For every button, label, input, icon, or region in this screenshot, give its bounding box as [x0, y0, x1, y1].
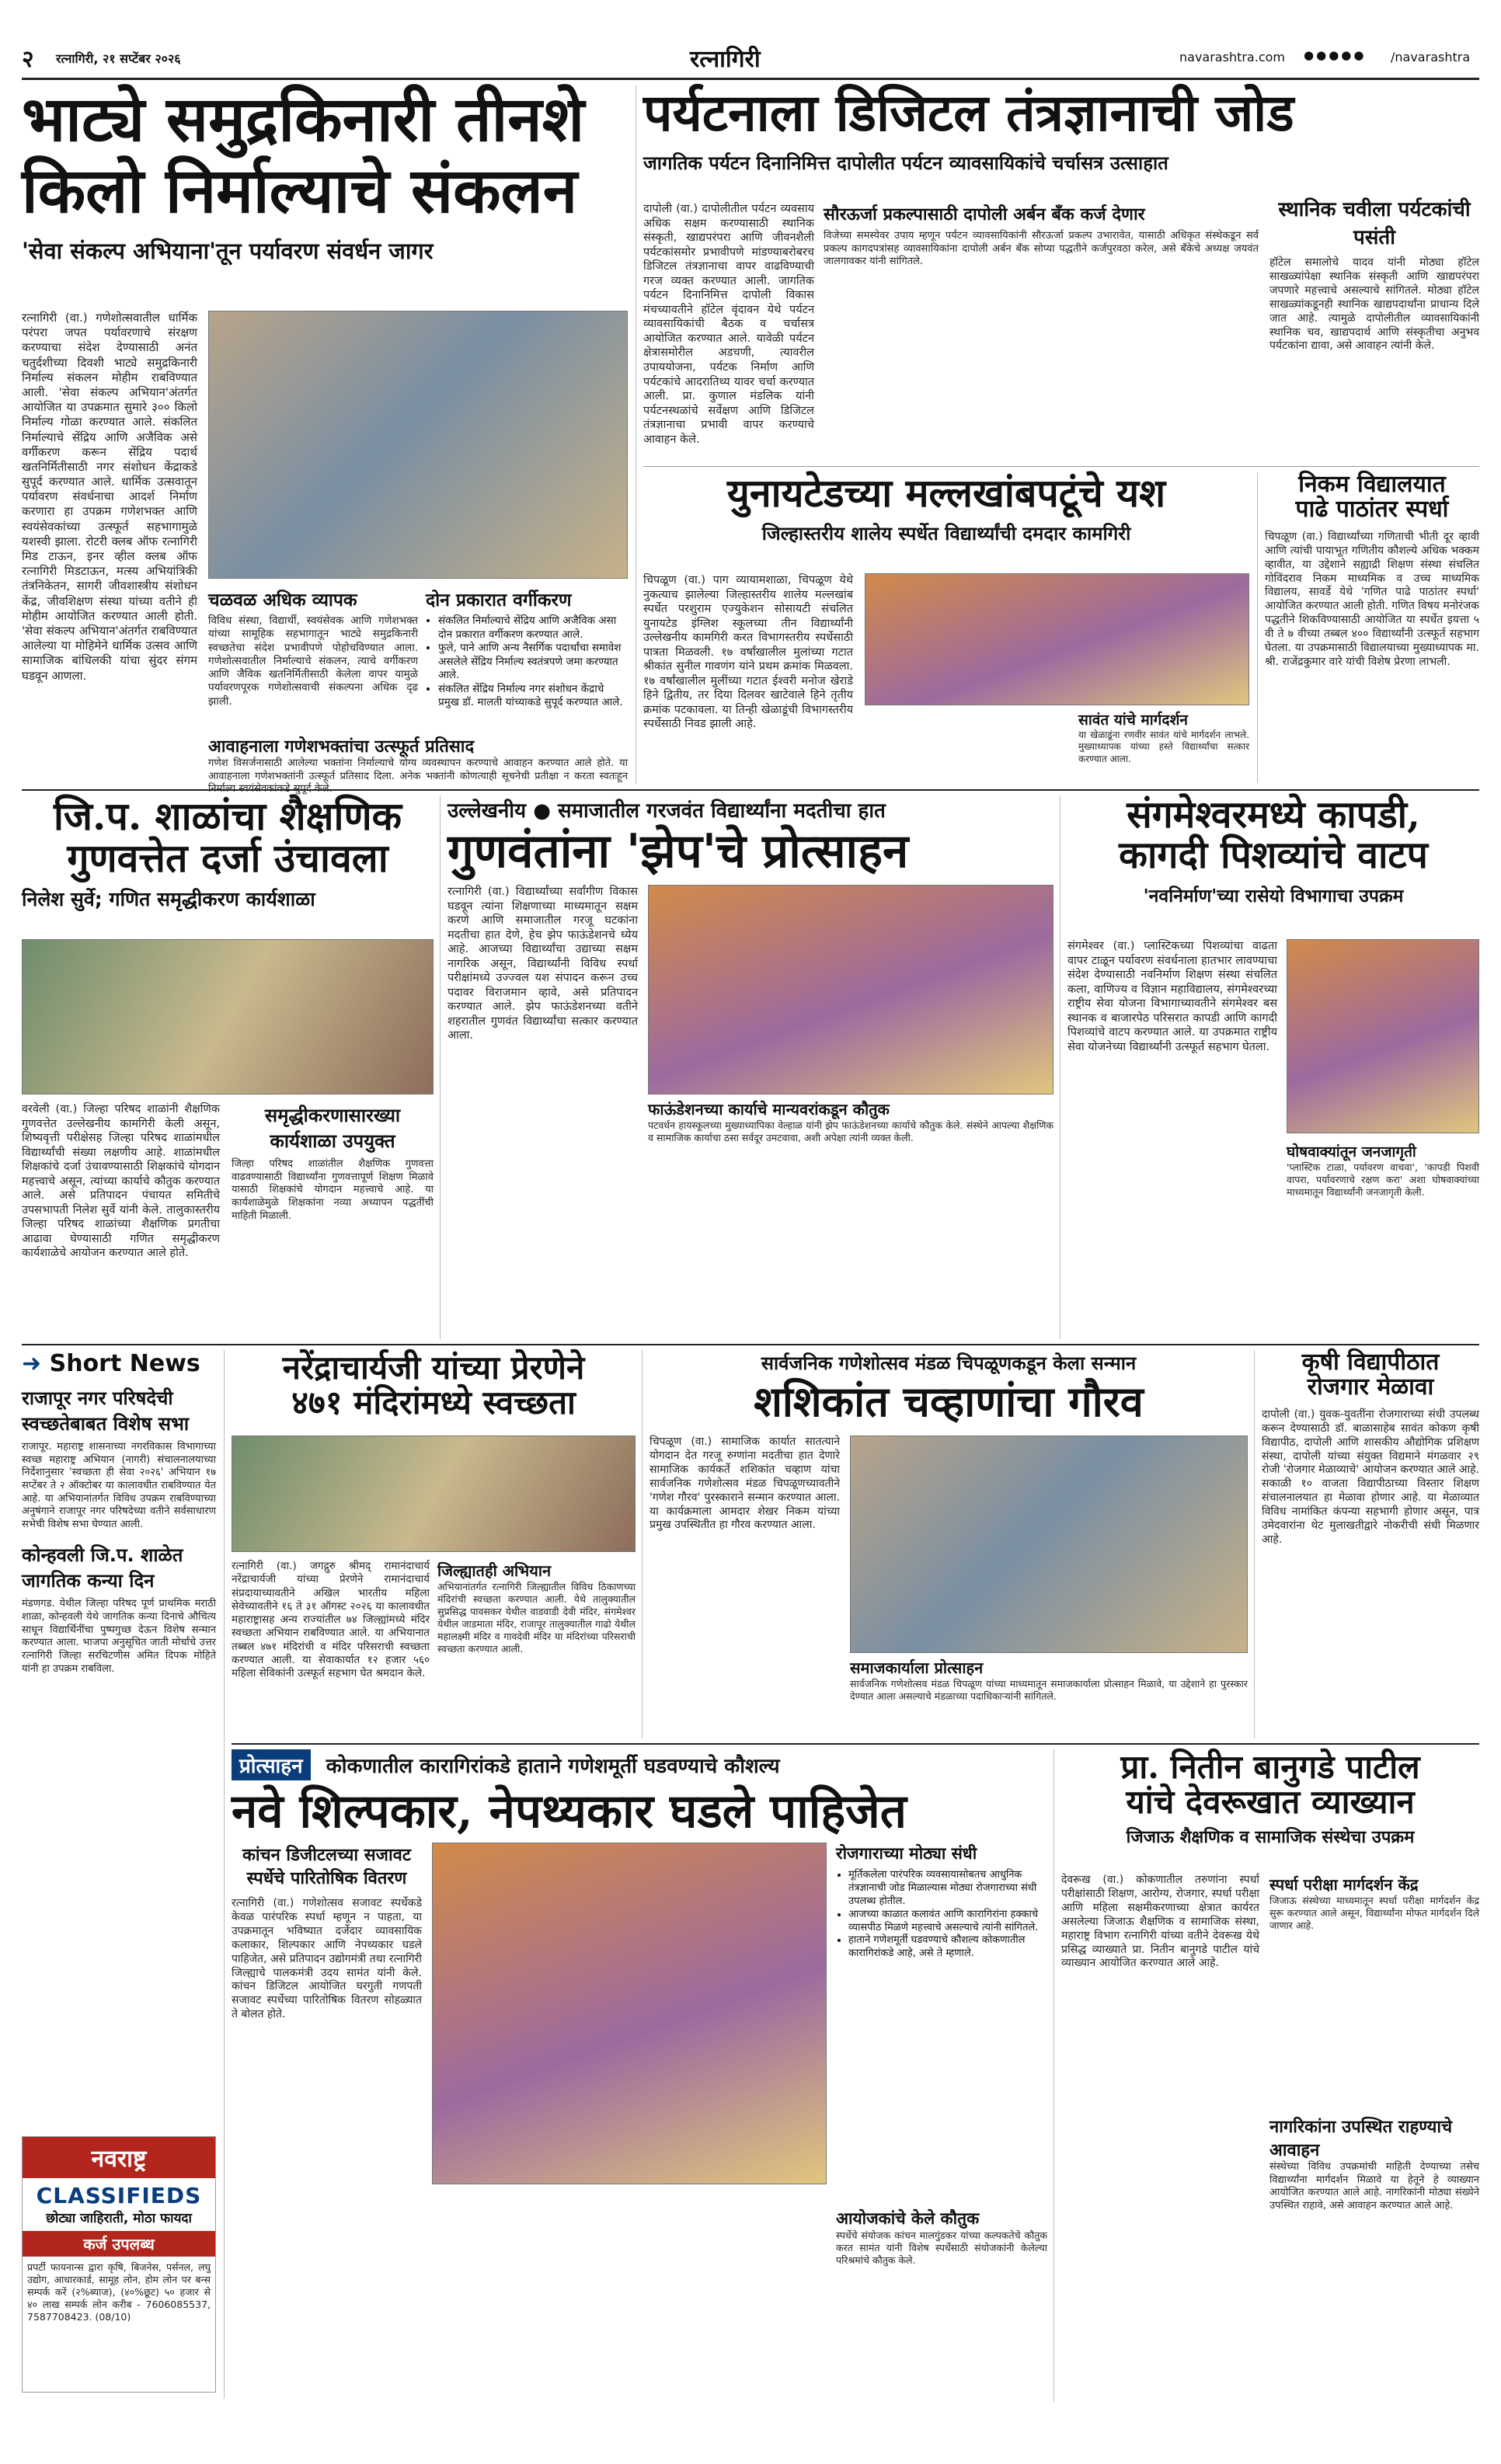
box-body: जिल्हा परिषद शाळांतील शैक्षणिक गुणवत्ता वाढवण्यासाठी विद्यार्थ्यांना गुणवत्तापूर्ण शिक्षण मिळावे यासाठी शिक्षकांचे योगदान महत्त्वाचे आहे. या कार्यशाळेमुळे शिक्षकांना नव्या अध्यापन पद्धतींची माहिती मिळाली. [232, 1158, 434, 1222]
classifieds-body: प्रपर्टी फायनान्स द्वारा कृषि, बिजनेस, पर्सनल, लघु उद्योग, आधारकार्ड, सामूह लोन, होम लोन पर बन्स सम्पर्क करें (२%ब्याज), (४०%छूट) ५० हजार से ४० लाख सम्पर्क लोन करीब - 7606085537, 7587708423. (08/10) [27, 2261, 211, 2323]
list-item: • आजच्या काळात कलावंत आणि कारागिरांना हक्काचे व्यासपीठ मिळणे महत्त्वाचे असल्याचे त्यांनी सांगितले. [848, 1909, 1047, 1935]
photo-caption-box [648, 1098, 1053, 1168]
prize-photo [432, 1843, 827, 2184]
kicker-bullet-icon: ● [533, 799, 558, 823]
instagram-icon[interactable]: ● [1329, 48, 1342, 62]
article-body: वरवेली (वा.) जिल्हा परिषद शाळांनी शैक्षणिक गुणवत्तेत उल्लेखनीय कामगिरी केली असून, शिष्यवृत्ती परीक्षेसह जिल्हा परिषद शाळांमधील विद्यार्थ्यांची संख्या लक्षणीय आहे. शाळांमधील शिक्षकांचे दर्जा उंचावण्यासाठी शिक्षकांचे योगदान महत्त्वाचे असून, त्यांच्या कार्याचे कौतुक करण्यात आले. असे प्रतिपादन पंचायत समितीचे उपसभापती निलेश सुर्वे यांनी केले. तालुकास्तरीय जिल्हा परिषद शाळांच्या शैक्षणिक प्रगतीचा आढावा घेण्यासाठी गणित समृद्धीकरण कार्यशाळेचे आयोजन करण्यात आले होते. [22, 1103, 220, 1260]
classifieds-label: CLASSIFIEDS [36, 2183, 202, 2208]
short-news-label: Short News [49, 1350, 200, 1377]
box-guidance-center [1269, 1874, 1479, 2107]
article-body: संगमेश्वर (वा.) प्लास्टिकच्या पिशव्यांचा वाढता वापर टाळून पर्यावरण संवर्धनाला हातभार लावण्याचा संदेश देण्यासाठी नवनिर्माण शिक्षण संस्था संचलित कला, वाणिज्य व विज्ञान महाविद्यालय, संगमेश्वरच्या राष्ट्रीय सेवा योजना विभागाच्यावतीने संगमेश्वर बस स्थानक व बाजारपेठ परिसरात कापडी आणि कागदी पिशव्यांचे वाटप करण्यात आले. या उपक्रमात राष्ट्रीय सेवा योजनेच्या विद्यार्थ्यांनी उत्स्फूर्त सहभाग घेतला. [1067, 940, 1277, 1053]
article-subtitle: 'सेवा संकल्प अभियाना'तून पर्यावरण संवर्धन जागर [22, 237, 434, 264]
opportunities-list [848, 1869, 1047, 1961]
box-workshop-useful [232, 1102, 434, 1339]
news-body: मंडणगड. येथील जिल्हा परिषद पूर्ण प्राथमिक मराठी शाळा, कोन्हवली येथे जागतिक कन्या दिनाचे औचित्य साधून विद्यार्थिनींचा पुष्पगुच्छ देऊन विशेष सन्मान करण्यात आला. भाजपा अनुसूचित जाती मोर्चाचे उत्तर रत्नागिरी जिल्हा सरचिटणीस अमित दिपक मोहिते यांनी हा उपक्रम राबविला. [22, 1598, 216, 1675]
classifieds-brand: नवराष्ट्र [23, 2137, 215, 2178]
box-body: हॉटेल समालोचे यादव यांनी मोठ्या हॉटेल साखळ्यांपेक्षा स्थानिक संस्कृती आणि खाद्यपरंपरा जपणारे महत्त्वाचे असल्याचे सांगितले. मोठ्या हॉटेल साखळ्यांकडूनही स्थानिक खाद्यपदार्थांना प्राधान्य दिले जात आहे. त्यामुळे दापोलीतील व्यावसायिकांनी स्थानिक चव, खाद्यपदार्थ आणि संस्कृतीचा अनुभव पर्यटकांना द्यावा, असे आवाहन त्यांनी केले. [1269, 256, 1479, 353]
box-title: घोषवाक्यांतून जनजागृती [1287, 1143, 1416, 1161]
article-zep-foundation [448, 795, 1053, 1339]
box-body: संस्थेच्या विविध उपक्रमांची माहिती देण्याच्या तसेच विद्यार्थ्यांना मार्गदर्शन मिळावे या हेतूने हे व्याख्यान आयोजित करण्यात आले आहे. नागरिकांनी मोठ्या संख्येने उपस्थित राहावे, असे आवाहन करण्यात आले आहे. [1269, 2161, 1479, 2212]
article-nirmalya [22, 82, 628, 785]
list-item: • संकलित निर्माल्याचे सेंद्रिय आणि अजैविक असा दोन प्रकारात वर्गीकरण करण्यात आले. [438, 614, 628, 642]
kicker: उल्लेखनीय [448, 799, 527, 823]
headline-line2: कागदी पिशव्यांचे वाटप [1119, 833, 1428, 877]
caption-body: पटवर्धन हायस्कूलच्या मुख्याध्यापिका वेल्हाळ यांनी झेप फाऊंडेशनच्या कार्याचे कौतुक केले. संस्थेने आपल्या शैक्षणिक व सामाजिक कार्याचा ठसा सर्वदूर उमटवावा, अशी अपेक्षा त्यांनी व्यक्त केली. [648, 1119, 1053, 1143]
headline-line2: ४७१ मंदिरांमध्ये स्वच्छता [291, 1383, 576, 1422]
headline-line1: संगमेश्वरमध्ये कापडी, [1127, 793, 1420, 837]
photo-caption-box [850, 1657, 1248, 1738]
box-body: स्पर्धेचे संयोजक कांचन मालगुंडकर यांच्या कल्पकतेचे कौतुक करत सामंत यांनी विशेष स्पर्धेसाठी संयोजकांनी केलेल्या परिश्रमांचे कौतुक केले. [836, 2229, 1047, 2266]
box-title: चळवळ अधिक व्यापक [208, 590, 357, 611]
box-slogans [1287, 1141, 1479, 1339]
facebook-icon[interactable]: ● [1304, 48, 1317, 62]
classification-list [438, 614, 628, 710]
article-body: दापोली (वा.) दापोलीतील पर्यटन व्यवसाय अधिक सक्षम करण्यासाठी स्थानिक संस्कृती, खाद्यपरंपरा आणि जीवनशैली पर्यटकांसमोर प्रभावीपणे मांडण्याबरोबरच डिजिटल तंत्रज्ञानाचा वापर वाढविण्याची गरज व्यक्त करण्यात आली. जागतिक पर्यटन दिनानिमित्त दापोली विकास मंचच्यावतीने हॉटेल वृंदावन येथे पर्यटन व्यावसायिकांची बैठक व चर्चासत्र आयोजित करण्यात आले. यावेळी पर्यटन क्षेत्रासमोरील अडचणी, त्यावरील उपाययोजना, पर्यटक निर्माण आणि पर्यटकांचे आदरातिथ्य यावर चर्चा करण्यात आली. प्रा. कुणाल मंडलिक यांनी पर्यटनस्थळांचे सर्वेक्षण आणि डिजिटल तंत्रज्ञानाचा प्रभावी वापर करण्याचे आवाहन केले. [643, 203, 814, 446]
headline-line1: निकम विद्यालयात [1298, 471, 1446, 498]
article-temple-cleanup [232, 1350, 636, 1738]
linkedin-icon[interactable]: ● [1353, 48, 1367, 62]
article-job-fair [1262, 1350, 1479, 1738]
headline-line1: कृषी विद्यापीठात [1301, 1349, 1440, 1376]
box-solar-loan [824, 202, 1259, 466]
headline-line2: गुणवत्तेत दर्जा उंचावला [67, 835, 388, 881]
article-body: रत्नागिरी (वा.) जगद्गुरु श्रीमद् रामानंदाचार्य नरेंद्राचार्यजी यांच्या प्रेरणेने रामानंदाचार्य संप्रदायाच्यावतीने अखिल भारतीय महिला सेवेच्यावतीने १६ ते ३१ ऑगस्ट २०२६ या कालावधीत महाराष्ट्रासह अन्य राज्यांतील ७४ जिल्ह्यांमध्ये मंदिर स्वच्छता अभियान राबविण्यात आले. या अभियानात तब्बल ४७१ मंदिरांची व मंदिर परिसराची स्वच्छता करण्यात आली. या सेवाकार्यात १२ हजार ५६० महिला सेविकांनी उत्स्फूर्त सहभाग घेत श्रमदान केले. [232, 1560, 430, 1680]
box-body: विजेच्या समस्येवर उपाय म्हणून पर्यटन व्यावसायिकांनी सौरऊर्जा प्रकल्प उभारावेत, यासाठी अधिकृत संस्थेकडून सर्व प्रकल्प कागदपत्रांसह व्यावसायिकांना दापोली अर्बन बँक सोप्या पद्धतीने कर्जपुरवठा करेल, असे बँकेचे अध्यक्ष जयवंत जालगावकर यांनी सांगितले. [824, 230, 1259, 268]
box-title: सौरऊर्जा प्रकल्पासाठी दापोली अर्बन बँक कर्ज देणार [824, 205, 1145, 224]
short-news-column [22, 1350, 216, 2127]
kicker-badge: प्रोत्साहन [232, 1749, 311, 1780]
article-bags [1067, 795, 1479, 1339]
box-title: कार्यशाळा उपयुक्त [270, 1130, 395, 1152]
list-item: • हाताने गणेशमूर्ती घडवण्याचे कौशल्य कोकणातील कारागिरांकडे आहे, असे ते म्हणाले. [848, 1934, 1047, 1961]
kicker-2: समाजातील गरजवंत विद्यार्थ्यांना मदतीचा हात [557, 799, 886, 823]
mallakhamb-photo [865, 573, 1249, 705]
box-body: या खेळाडूंना रणवीर सावंत यांचे मार्गदर्शन लाभले. मुख्याध्यापक यांच्या हस्ते विद्यार्थ्यांचा सत्कार करण्यात आला. [1078, 729, 1249, 764]
page-number: २ [22, 46, 34, 73]
article-lecture [1061, 1749, 1479, 2402]
kicker-row [448, 795, 1053, 823]
article-body: देवरूख (वा.) कोकणातील तरुणांना स्पर्धा परीक्षांसाठी शिक्षण, आरोग्य, रोजगार, स्पर्धा परीक्षा आणि महिला सक्षमीकरणाच्या क्षेत्रात कार्यरत असलेल्या जिजाऊ शैक्षणिक व सामाजिक संस्था, महाराष्ट्र विभाग रत्नागिरी यांच्या वतीने देवरूख येथे प्रसिद्ध व्याख्याते प्रा. नितीन बानुगडे पाटील यांचे व्याख्यान आयोजित करण्यात आले आहे. [1061, 1874, 1259, 1970]
article-chavan [650, 1350, 1248, 1738]
article-subtitle: जागतिक पर्यटन दिनानिमित्त दापोलीत पर्यटन व्यावसायिकांचे चर्चासत्र उत्साहात [643, 152, 1168, 175]
box-opportunities [836, 1843, 1047, 2200]
kicker-2: कोकणातील कारागिरांकडे हाताने गणेशमूर्ती घडवण्याचे कौशल्य [326, 1755, 780, 1778]
article-body: चिपळूण (वा.) सामाजिक कार्यात सातत्याने योगदान देत गरजू रुग्णांना मदतीचा हात देणारे सामाजिक कार्यकर्ते शशिकांत चव्हाण यांचा सार्वजनिक गणेशोत्सव मंडळ चिपळूणच्यावतीने 'गणेश गौरव' पुरस्काराने सन्मान करण्यात आला. या कार्यक्रमाला आमदार शेखर निकम यांच्या प्रमुख उपस्थितीत हा गौरव करण्यात आला. [650, 1436, 840, 1532]
box-title: नागरिकांना उपस्थित राहण्याचे आवाहन [1269, 2118, 1453, 2160]
headline-line2: पाढे पाठांतर स्पर्धा [1295, 496, 1449, 524]
masthead [22, 42, 1479, 73]
article-body: रत्नागिरी (वा.) गणेशोत्सव सजावट स्पर्धेकडे केवळ पारंपरिक स्पर्धा म्हणून न पाहता, या उपक्रमातून भविष्यात दर्जेदार व्यावसायिक कलाकार, शिल्पकार आणि नेपथ्यकार घडले पाहिजेत, असे प्रतिपादन उद्योगमंत्री तथा रत्नागिरी जिल्ह्याचे पालकमंत्री उदय सामंत यांनी केले. कांचन डिजिटल आयोजित घरगुती गणपती सजावट स्पर्धेच्या पारितोषिक वितरण सोहळ्यात ते बोलत होते. [232, 1897, 422, 2021]
site-url[interactable]: navarashtra.com [1179, 50, 1285, 64]
box-sawant [1078, 709, 1249, 783]
workshop-photo [22, 939, 434, 1095]
list-item: • फुले, पाने आणि अन्य नैसर्गिक पदार्थांचा समावेश असलेले सेंद्रिय निर्माल्य स्वतंत्रपणे जमा करण्यात आले. [438, 642, 628, 683]
box-local-taste [1269, 194, 1479, 466]
article-subtitle: 'नवनिर्माण'च्या रासेयो विभागाचा उपक्रम [1143, 886, 1404, 907]
kicker: सार्वजनिक गणेशोत्सव मंडळ चिपळूणकडून केला सन्मान [761, 1352, 1137, 1374]
news-body: राजापूर. महाराष्ट्र शासनाच्या नगरविकास विभागाच्या स्वच्छ महाराष्ट्र अभियान (नागरी) संचालनालयाच्या निर्देशानुसार 'स्वच्छता ही सेवा २०२६' अभियान १७ सप्टेंबर ते २ ऑक्टोबर या कालावधीत राबविण्यात येत आहे. या अभियानांतर्गत विविध उपक्रम राबविण्याच्या अनुषंगाने राजापूर नगर परिषदेच्या वतीने सर्वसाधारण सभेची विशेष सभा घेण्यात आली. [22, 1441, 216, 1530]
box-title: जिल्ह्यातही अभियान [437, 1561, 552, 1580]
headline-line2: रोजगार मेळावा [1307, 1373, 1434, 1401]
box-body: जिजाऊ संस्थेच्या माध्यमातून स्पर्धा परीक्षा मार्गदर्शन केंद्र सुरू करण्यात आले असून, विद्यार्थ्यांना मोफत मार्गदर्शन दिले जाणार आहे. [1269, 1895, 1479, 1931]
headline: युनायटेडच्या मल्लखांबपटूंचे यश [726, 470, 1166, 516]
felicitation-photo [648, 885, 1053, 1095]
x-icon[interactable]: ● [1316, 48, 1329, 62]
article-tourism [643, 82, 1479, 466]
headline-line2: किलो निर्माल्याचे संकलन [22, 154, 578, 228]
list-item: • संकलित सेंद्रिय निर्माल्य नगर संशोधन केंद्राचे प्रमुख डॉ. मालती यांच्याकडे सुपूर्द करण्यात आले. [438, 683, 628, 710]
box-response [208, 734, 628, 785]
article-subtitle: निलेश सुर्वे; गणित समृद्धीकरण कार्यशाळा [22, 888, 315, 910]
article-body: रत्नागिरी (वा.) विद्यार्थ्यांच्या सर्वांगीण विकास घडवून त्यांना शिक्षणाच्या माध्यमातून सक्षम करणे आणि समाजातील गरजू घटकांना मदतीचा हात देणे, हेच झेप फाऊंडेशनचे ध्येय आहे. आजच्या विद्यार्थ्यांचा उद्याच्या सक्षम नागरिक असून, विद्यार्थ्यांनी विविध स्पर्धा परीक्षांमध्ये उज्ज्वल यश संपादन करून उच्च पदावर विराजमान व्हावे, असे प्रतिपादन करण्यात आले. झेप फाऊंडेशनच्या वतीने शहरातील गुणवंत विद्यार्थ्यांचा सत्कार करण्यात आला. [448, 886, 638, 1042]
classifieds-section: कर्ज उपलब्ध [23, 2231, 215, 2257]
caption-title: समाजकार्याला प्रोत्साहन [850, 1658, 984, 1677]
box-title: दोन प्रकारात वर्गीकरण [426, 590, 572, 611]
article-body: रत्नागिरी (वा.) गणेशोत्सवातील धार्मिक परंपरा जपत पर्यावरणाचे संरक्षण करण्याचा संदेश देण्यासाठी अनंत चतुर्दशीच्या दिवशी भाट्ये समुद्रकिनारी निर्माल्य संकलन मोहीम राबविण्यात आली. 'सेवा संकल्प अभियान'अंतर्गत आयोजित या उपक्रमात सुमारे ३०० किलो निर्माल्य गोळा करण्यात आले. संकलित निर्माल्याचे सेंद्रिय आणि अजैविक असे वर्गीकरण करून सेंद्रिय पदार्थ खतनिर्मितीसाठी नगर संशोधन केंद्राकडे सुपूर्द करण्यात आले. धार्मिक उत्सवातून पर्यावरण संवर्धनाचा आदर्श निर्माण करणारा हा उपक्रम गणेशभक्त आणि स्वयंसेवकांच्या उत्स्फूर्त सहभागामुळे यशस्वी झाला. रोटरी क्लब ऑफ रत्नागिरी मिड टाऊन, इनर व्हील क्लब ऑफ रत्नागिरी मिडटाऊन, मत्स्य अभियांत्रिकी तंत्रनिकेतन, सागरी जीवशास्त्रीय संशोधन केंद्र, जीवशिक्षण संस्था यांच्या वतीने ही मोहीम आयोजित करण्यात आली होती. 'सेवा संकल्प अभियान'अंतर्गत राबविण्यात आलेल्या या मोहिमेने धार्मिक उत्सव आणि सामाजिक बांधिलकी यांचा सुंदर संगम घडवून आणला. [22, 311, 197, 683]
headline-line1: भाट्ये समुद्रकिनारी तीनशे [22, 82, 585, 155]
social-handle[interactable]: /navarashtra [1391, 50, 1471, 64]
short-news-header [22, 1350, 216, 1377]
bags-photo [1287, 939, 1479, 1133]
box-organizers [836, 2208, 1047, 2402]
article-body: चिपळूण (वा.) विद्यार्थ्यांच्या गणिताची भीती दूर व्हावी आणि त्यांची पायाभूत गणितीय कौशल्ये अधिक भक्कम व्हावीत, या उद्देशाने सह्याद्री शिक्षण संस्था संचलित गोविंदराव निकम माध्यमिक व उच्च माध्यमिक विद्यालय, सावर्डे येथे 'गणित पाढे पाठांतर स्पर्धा' आयोजित करण्यात आली होती. गणित विषय मनोरंजक पद्धतीने शिकविण्यासाठी आयोजित या स्पर्धेत इयत्ता ५ वी ते ७ वीच्या तब्बल ४०० विद्यार्थ्यांनी उत्स्फूर्त सहभाग घेतला. या उपक्रमासाठी विद्यालयाच्या मुख्याध्यापक मा. श्री. राजेंद्रकुमार वारे यांची विशेष प्रेरणा लाभली. [1265, 530, 1480, 668]
cleanup-photo [208, 311, 628, 579]
box-classification [426, 586, 628, 734]
headline-line1: जि.प. शाळांचा शैक्षणिक [53, 793, 402, 839]
box-body: 'प्लास्टिक टाळा, पर्यावरण वाचवा', 'कापडी पिशवी वापरा, पर्यावरणाचे रक्षण करा' अशा घोषवाक्यांच्या माध्यमातून विद्यार्थ्यांनी जनजागृती केली. [1287, 1161, 1479, 1198]
kicker-row [232, 1749, 1047, 1780]
classifieds-tagline: छोट्या जाहिराती, मोठा फायदा [46, 2211, 192, 2226]
headline: गुणवंतांना 'झेप'चे प्रोत्साहन [448, 824, 909, 879]
box-title: आयोजकांचे केले कौतुक [836, 2209, 980, 2228]
edition-date: रत्नागिरी, २१ सप्टेंबर २०२६ [56, 51, 181, 66]
box-prize-distribution [232, 1843, 422, 2402]
award-photo [850, 1436, 1248, 1653]
article-body: चिपळूण (वा.) पाग व्यायामशाळा, चिपळूण येथे नुकत्याच झालेल्या जिल्हास्तरीय शालेय मल्लखांब स्पर्धेत परशुराम एज्युकेशन सोसायटी संचलित युनायटेड इंग्लिश स्कूलच्या तीन विद्यार्थ्यांनी उल्लेखनीय कामगिरी करत विभागस्तरीय स्पर्धेसाठी पात्रता मिळवली. १७ वर्षांखालील मुलांच्या गटात श्रीकांत सुनील गावणंग यांने प्रथम क्रमांक मिळवला. १७ वर्षांखालील मुलींच्या गटात ईश्वरी मनोज खेराडे हिने द्वितीय, तर दिया दिलवर खाटेवाले हिने तृतीय क्रमांक पटकावला. या तिन्ही खेळाडूंची विभागस्तरीय स्पर्धेसाठी निवड झाली आहे. [643, 574, 853, 731]
box-body: अभियानांतर्गत रत्नागिरी जिल्ह्यातील विविध ठिकाणच्या मंदिरांची स्वच्छता करण्यात आली. येथे तालुक्यातील सुप्रसिद्ध पावसकर येथील वाडवाडी देवी मंदिर, संगमेश्वर येथील जाडमाता मंदिर, राजापूर तालुक्यातील गाढो येथील महालक्ष्मी मंदिर व गावदेवी मंदिर या मंदिरांच्या परिसराची स्वच्छता करण्यात आली. [437, 1581, 636, 1655]
news-title: राजापूर नगर परिषदेची स्वच्छतेबाबत विशेष सभा [22, 1387, 190, 1435]
article-subtitle: जिजाऊ शैक्षणिक व सामाजिक संस्थेचा उपक्रम [1126, 1827, 1415, 1847]
headline: नवे शिल्पकार, नेपथ्यकार घडले पाहिजेत [232, 1784, 907, 1839]
section-title: रत्नागिरी [690, 46, 761, 73]
youtube-icon[interactable]: ● [1341, 48, 1354, 62]
headline: पर्यटनाला डिजिटल तंत्रज्ञानाची जोड [643, 82, 1294, 143]
article-body: दापोली (वा.) युवक-युवतींना रोजगाराच्या संधी उपलब्ध करून देण्यासाठी डॉ. बाळासाहेब सावंत कोकण कृषी विद्यापीठ, दापोली आणि शासकीय औद्योगिक प्रशिक्षण संस्था, दापोली यांच्या संयुक्त विद्यमाने मंगळवार २९ रोजी 'रोजगार मेळाव्याचे' आयोजन करण्यात आले आहे. सकाळी १० वाजता विद्यापीठाच्या विस्तार शिक्षण संचालनालयात हा मेळावा होणार आहे. या मेळाव्यात विविध नामांकित कंपन्या सहभागी होणार असून, पात्र उमेदवारांना थेट मुलाखतीद्वारे नोकरीची संधी मिळणार आहे. [1262, 1408, 1479, 1546]
article-zp-schools [22, 795, 434, 1339]
caption-body: सार्वजनिक गणेशोत्सव मंडळ चिपळूण यांच्या माध्यमातून समाजकार्याला प्रोत्साहन मिळावे, या उद्देशाने हा पुरस्कार देण्यात आला असल्याचे मंडळाच्या पदाधिकाऱ्यांनी सांगितले. [850, 1678, 1248, 1702]
temple-photo [232, 1436, 636, 1552]
box-title: स्पर्धा परीक्षा मार्गदर्शन केंद्र [1269, 1875, 1419, 1894]
box-body: विविध संस्था, विद्यार्थी, स्वयंसेवक आणि गणेशभक्त यांच्या सामूहिक सहभागातून भाट्ये समुद्रकिनारी स्वच्छतेचा संदेश प्रभावीपणे पोहोचविण्यात आला. गणेशोत्सवातील निर्माल्याचे संकलन, त्याचे वर्गीकरण आणि जैविक खतनिर्मितीसाठी केलेला वापर यामुळे पर्यावरणपूरक गणेशोत्सवाची संकल्पना अधिक दृढ झाली. [208, 614, 418, 708]
social-icons [1304, 48, 1366, 62]
box-wider-movement [208, 586, 418, 734]
box-title: स्थानिक चवीला पर्यटकांची पसंती [1278, 198, 1471, 249]
caption-title: फाऊंडेशनच्या कार्याचे मान्यवरांकडून कौतुक [648, 1100, 890, 1119]
article-subtitle: जिल्हास्तरीय शालेय स्पर्धेत विद्यार्थ्यांची दमदार कामगिरी [761, 523, 1131, 545]
box-title: रोजगाराच्या मोठ्या संधी [836, 1844, 977, 1863]
article-sculptors [232, 1749, 1047, 2402]
headline-line1: प्रा. नितीन बानुगडे पाटील [1120, 1748, 1420, 1786]
headline-line1: नरेंद्राचार्यजी यांच्या प्रेरणेने [282, 1349, 585, 1387]
classifieds-box [22, 2136, 216, 2393]
headline-line2: यांचे देवरूखात व्याख्यान [1126, 1783, 1415, 1822]
box-appeal [1269, 2114, 1479, 2402]
box-title: समृद्धीकरणासारख्या [264, 1105, 401, 1126]
box-title: सावंत यांचे मार्गदर्शन [1078, 712, 1188, 729]
article-math-tables [1265, 472, 1479, 783]
news-title: कोन्हवली जि.प. शाळेत जागतिक कन्या दिन [22, 1544, 183, 1592]
box-title: आवाहनाला गणेशभक्तांचा उत्स्फूर्त प्रतिसाद [208, 737, 475, 757]
box-district [437, 1560, 636, 1738]
box-body: गणेश विसर्जनासाठी आलेल्या भक्तांना निर्माल्याचे योग्य व्यवस्थापन करण्याचे आवाहन करण्यात आले होते. या आवाहनाला गणेशभक्तांनी उत्स्फूर्त प्रतिसाद दिला. अनेक भक्तांनी कोणत्याही सूचनेची प्रतीक्षा न करता स्वतःहून [208, 757, 628, 782]
list-item: • मूर्तिकलेला पारंपरिक व्यवसायासोबतच आधुनिक तंत्रज्ञानाची जोड मिळाल्यास मोठ्या रोजगाराच्या संधी उपलब्ध होतील. [848, 1869, 1047, 1909]
arrow-right-icon: ➜ [22, 1350, 42, 1377]
box-title: कांचन डिजीटलच्या सजावट स्पर्धेचे पारितोषिक वितरण [242, 1846, 411, 1888]
article-mallakhamb [643, 472, 1249, 783]
headline: शशिकांत चव्हाणांचा गौरव [754, 1376, 1144, 1426]
